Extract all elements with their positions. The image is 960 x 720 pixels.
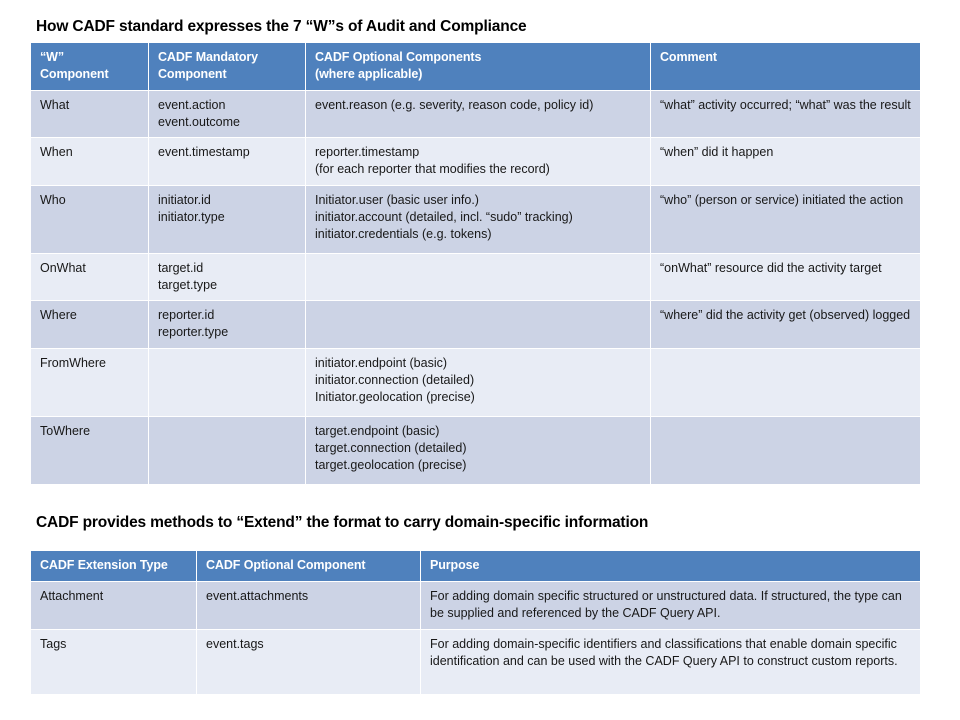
column-header-line-1: CADF Optional Components [315, 50, 482, 64]
cell-optional-components-line: target.connection (detailed) [315, 440, 467, 455]
cell-optional-components [306, 301, 651, 349]
w-table-heading: How CADF standard expresses the 7 “W”s of Audit and Compliance [36, 18, 527, 35]
cell-w-component: FromWhere [31, 348, 149, 416]
cell-w-component: What [31, 90, 149, 138]
table-header-row [31, 43, 921, 91]
table-row [31, 253, 921, 301]
cell-mandatory-component-line: target.type [158, 277, 218, 292]
table-row [31, 138, 921, 186]
column-header-comment [651, 43, 921, 91]
cell-comment: “what” activity occurred; “what” was the result [651, 90, 921, 138]
cell-optional-components-line: Initiator.geolocation (precise) [315, 390, 475, 404]
cell-purpose: For adding domain-specific identifiers and classifications that enable domain specific identification and can be used with the CADF Query API to construct custom reports. [421, 629, 921, 694]
cell-mandatory-component-line: initiator.type [158, 209, 225, 224]
cell-optional-components [306, 138, 651, 186]
cell-mandatory-component [149, 90, 306, 138]
table-row [31, 301, 921, 349]
cell-mandatory-component [149, 253, 306, 301]
cell-comment [651, 416, 921, 484]
cell-mandatory-component [149, 416, 306, 484]
cell-w-component: When [31, 138, 149, 186]
cell-comment: “when” did it happen [651, 138, 921, 186]
column-header-line-1: Comment [660, 50, 717, 64]
cell-mandatory-component [149, 301, 306, 349]
cell-comment [651, 348, 921, 416]
cell-optional-components-line: reporter.timestamp [315, 145, 420, 159]
cell-mandatory-component-line: reporter.id [158, 308, 215, 322]
cell-w-component: ToWhere [31, 416, 149, 484]
cell-optional-components-line: (for each reporter that modifies the record) [315, 162, 550, 177]
w-table-body [31, 90, 921, 484]
cell-mandatory-component-line: event.action [158, 97, 226, 112]
cell-mandatory-component-line: reporter.type [158, 325, 229, 340]
cell-optional-component: event.tags [197, 629, 421, 694]
cell-optional-components-line: initiator.account (detailed, incl. “sudo” tracking) [315, 209, 573, 224]
cell-mandatory-component [149, 138, 306, 186]
cell-comment: “onWhat” resource did the activity target [651, 253, 921, 301]
cell-optional-components-line: Initiator.user (basic user info.) [315, 192, 479, 207]
extension-table-body [31, 582, 921, 695]
cell-mandatory-component [149, 185, 306, 253]
table-row [31, 416, 921, 484]
extension-table [30, 550, 921, 695]
cell-comment: “where” did the activity get (observed) logged [651, 301, 921, 349]
cell-optional-component: event.attachments [197, 582, 421, 630]
cell-optional-components [306, 90, 651, 138]
column-header-w-component [31, 43, 149, 91]
cell-w-component: Where [31, 301, 149, 349]
column-header-line-1: CADF Mandatory [158, 50, 258, 64]
cell-comment: “who” (person or service) initiated the action [651, 185, 921, 253]
cell-optional-components-line: target.endpoint (basic) [315, 423, 440, 438]
column-header-line-1: “W” [40, 50, 64, 64]
cell-optional-components-line: initiator.endpoint (basic) [315, 355, 448, 370]
table-row [31, 348, 921, 416]
cell-mandatory-component-line: target.id [158, 260, 204, 275]
column-header-mandatory-component [149, 43, 306, 91]
cell-purpose: For adding domain specific structured or unstructured data. If structured, the type can be supplied and referenced by the CADF Query API. [421, 582, 921, 630]
cell-mandatory-component-line: initiator.id [158, 192, 211, 207]
column-header-optional-components [306, 43, 651, 91]
cell-optional-components [306, 185, 651, 253]
cell-optional-components [306, 253, 651, 301]
column-header-line-2: (where applicable) [315, 67, 423, 82]
table-row [31, 90, 921, 138]
cell-optional-components-line: initiator.connection (detailed) [315, 372, 475, 387]
cell-mandatory-component-line: event.outcome [158, 114, 240, 129]
column-header-purpose: Purpose [421, 551, 921, 582]
cell-optional-components [306, 416, 651, 484]
cell-optional-components-line: initiator.credentials (e.g. tokens) [315, 227, 492, 241]
cell-optional-components-line: target.geolocation (precise) [315, 458, 467, 472]
cell-mandatory-component [149, 348, 306, 416]
w-components-table [30, 42, 921, 485]
cell-optional-components-line: event.reason (e.g. severity, reason code, policy id) [315, 97, 594, 112]
cell-extension-type: Attachment [31, 582, 197, 630]
cell-w-component: OnWhat [31, 253, 149, 301]
cell-w-component: Who [31, 185, 149, 253]
table-row [31, 629, 921, 694]
table-header-row [31, 551, 921, 582]
extension-table-heading: CADF provides methods to “Extend” the format to carry domain-specific information [36, 514, 649, 531]
table-row [31, 582, 921, 630]
column-header-extension-type: CADF Extension Type [31, 551, 197, 582]
cell-extension-type: Tags [31, 629, 197, 694]
column-header-optional-component: CADF Optional Component [197, 551, 421, 582]
cell-optional-components [306, 348, 651, 416]
column-header-line-2: Component [158, 67, 227, 82]
cell-mandatory-component-line: event.timestamp [158, 145, 250, 159]
column-header-line-2: Component [40, 67, 109, 82]
table-row [31, 185, 921, 253]
